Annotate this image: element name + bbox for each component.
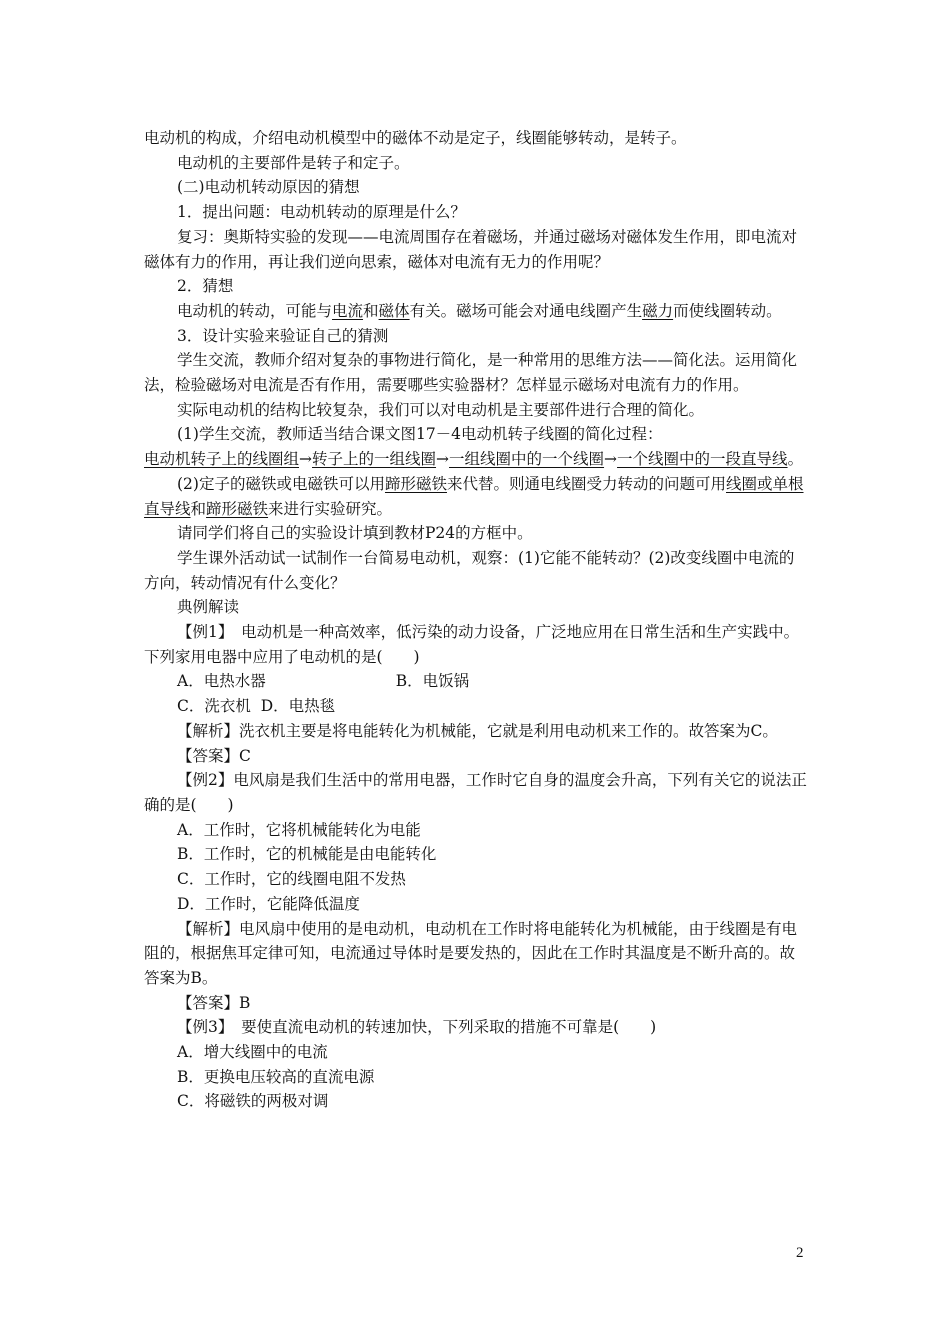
option-c: C．洗衣机 xyxy=(177,697,251,716)
underlined-answer: 一个线圈中的一段直导线 xyxy=(617,450,788,469)
arrow: → xyxy=(604,450,618,469)
paragraph: 请同学们将自己的实验设计填到教材P24的方框中。 xyxy=(177,524,533,543)
paragraph-with-blanks xyxy=(144,299,808,324)
text: 有关。磁场可能会对通电线圈产生 xyxy=(409,301,643,320)
paragraph: 2．猜想 xyxy=(177,277,234,296)
example-3-option-a: A．增大线圈中的电流 xyxy=(177,1043,328,1062)
section-heading: (二)电动机转动原因的猜想 xyxy=(177,178,360,197)
example-1-answer: 【答案】C xyxy=(177,746,251,765)
underlined-answer: 磁力 xyxy=(642,301,674,320)
underlined-answer: 磁体 xyxy=(378,301,410,320)
option-a: A．电热水器 xyxy=(177,672,266,691)
paragraph: 3．设计实验来验证自己的猜测 xyxy=(177,326,389,345)
example-1-analysis: 【解析】洗衣机主要是将电能转化为机械能，它就是利用电动机来工作的。故答案为C。 xyxy=(177,721,778,740)
underlined-answer: 转子上的一组线圈 xyxy=(312,450,437,469)
underlined-answer: 电动机转子上的线圈组 xyxy=(144,450,300,469)
example-2-analysis: 【解析】电风扇中使用的是电动机，电动机在工作时将电能转化为机械能，由于线圈是有电阻的，根据焦耳定律可知，电流通过导体时是要发热的，因此在工作时其温度是不断升高的。故答案为B。 xyxy=(144,919,798,987)
underlined-answer: 蹄形磁铁 xyxy=(384,474,447,493)
underlined-answer: 一组线圈中的一个线圈 xyxy=(449,450,605,469)
paragraph: 1．提出问题：电动机转动的原理是什么？ xyxy=(177,203,466,222)
text: (2)定子的磁铁或电磁铁可以用 xyxy=(177,474,385,493)
example-2-option-c: C．工作时，它的线圈电阻不发热 xyxy=(177,870,406,889)
example-2-question: 【例2】电风扇是我们生活中的常用电器，工作时它自身的温度会升高，下列有关它的说法正确的是( ) xyxy=(144,771,807,814)
text: 和 xyxy=(363,301,379,320)
text: 电动机的转动，可能与 xyxy=(177,301,333,320)
underlined-answer: 线圈或单根直导线 xyxy=(144,474,804,518)
section-heading: 典例解读 xyxy=(177,598,240,617)
page-number: 2 xyxy=(796,1245,804,1261)
paragraph: 复习：奥斯特实验的发现——电流周围存在着磁场，并通过磁场对磁体发生作用，即电流对磁体有力的作用，再让我们逆向思索，磁体对电流有无力的作用呢？ xyxy=(144,227,798,271)
example-2-option-d: D．工作时，它能降低温度 xyxy=(177,894,360,913)
example-1-options-ab xyxy=(144,669,808,694)
option-d: D．电热毯 xyxy=(260,697,336,716)
example-1-question: 【例1】 电动机是一种高效率，低污染的动力设备，广泛地应用在日常生活和生产实践中。下列家用电器中应用了电动机的是( ) xyxy=(144,623,800,666)
arrow: → xyxy=(436,450,450,469)
arrow: → xyxy=(299,450,313,469)
text: 来进行实验研究。 xyxy=(268,499,393,518)
paragraph: (1)学生交流，教师适当结合课文图17－4电动机转子线圈的简化过程： xyxy=(177,425,663,444)
paragraph: 电动机的构成，介绍电动机模型中的磁体不动是定子，线圈能够转动，是转子。 xyxy=(144,129,687,147)
text: 来代替。则通电线圈受力转动的问题可用 xyxy=(446,474,726,493)
example-2-option-b: B．工作时，它的机械能是由电能转化 xyxy=(177,845,437,864)
text: 而使线圈转动。 xyxy=(673,301,782,320)
example-3-question: 【例3】 要使直流电动机的转速加快，下列采取的措施不可靠是( ) xyxy=(177,1018,657,1037)
document-body xyxy=(144,126,808,1114)
example-2-option-a: A．工作时，它将机械能转化为电能 xyxy=(177,820,421,839)
paragraph: 学生交流，教师介绍对复杂的事物进行简化，是一种常用的思维方法——简化法。运用简化法，检验磁场对电流是否有作用，需要哪些实验器材？怎样显示磁场对电流有力的作用。 xyxy=(144,351,798,395)
paragraph: 电动机的主要部件是转子和定子。 xyxy=(177,153,410,172)
example-3-option-c: C．将磁铁的两极对调 xyxy=(177,1092,329,1111)
option-b: B．电饭锅 xyxy=(395,672,470,691)
example-3-option-b: B．更换电压较高的直流电源 xyxy=(177,1067,375,1086)
underlined-answer: 蹄形磁铁 xyxy=(206,499,269,518)
paragraph: 学生课外活动试一试制作一台简易电动机，观察：(1)它能不能转动？(2)改变线圈中电流的方向，转动情况有什么变化？ xyxy=(144,548,795,592)
paragraph-with-blanks xyxy=(144,472,808,521)
text: 。 xyxy=(787,450,804,469)
text: 和 xyxy=(190,499,207,518)
simplification-chain xyxy=(144,447,808,472)
underlined-answer: 电流 xyxy=(332,301,364,320)
example-1-options-cd xyxy=(144,694,808,719)
example-2-answer: 【答案】B xyxy=(177,993,251,1012)
paragraph: 实际电动机的结构比较复杂，我们可以对电动机是主要部件进行合理的简化。 xyxy=(177,400,705,419)
